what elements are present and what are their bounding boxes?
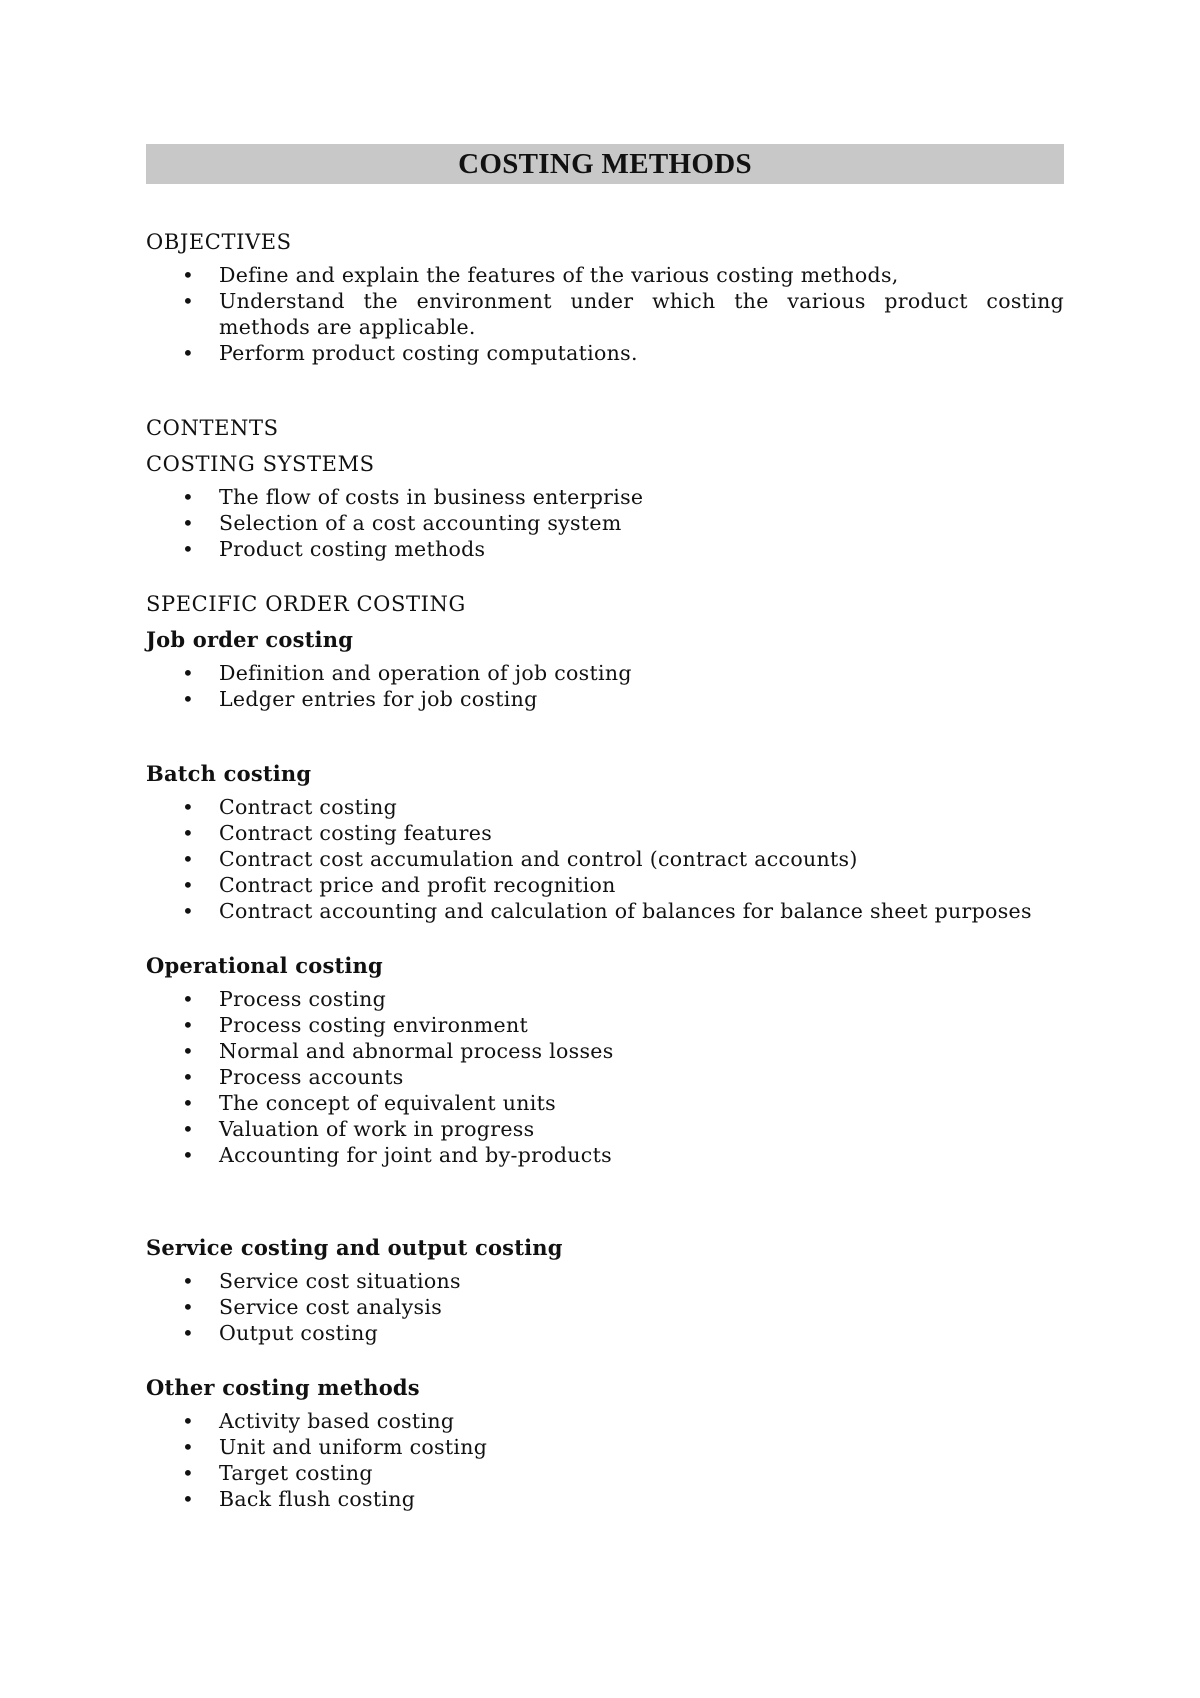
document-body [146, 228, 1064, 1512]
list-item-text: Process costing environment [219, 1013, 529, 1037]
list-item [146, 872, 1064, 898]
list-item [146, 1460, 1064, 1486]
specific-order-heading: SPECIFIC ORDER COSTING [146, 592, 466, 616]
list-item [146, 340, 1064, 366]
list-item [146, 510, 1064, 536]
operational-costing-heading: Operational costing [146, 953, 383, 978]
list-item-text: Process accounts [219, 1065, 404, 1089]
list-item-text: Valuation of work in progress [219, 1117, 535, 1141]
list-item-text: Contract accounting and calculation of balances for balance sheet purposes [219, 899, 1032, 923]
bullet-icon: • [182, 1065, 195, 1089]
bullet-icon: • [182, 263, 195, 287]
bullet-icon: • [182, 1321, 195, 1345]
list-item [146, 986, 1064, 1012]
list-item [146, 1038, 1064, 1064]
bullet-icon: • [182, 899, 195, 923]
list-item [146, 1434, 1064, 1460]
bullet-icon: • [182, 987, 195, 1011]
bullet-icon: • [182, 847, 195, 871]
job-order-heading: Job order costing [146, 627, 354, 652]
list-item [146, 536, 1064, 562]
bullet-icon: • [182, 511, 195, 535]
list-item-text: Contract costing [219, 795, 397, 819]
list-item [146, 1090, 1064, 1116]
list-item [146, 898, 1064, 924]
list-item-text: Product costing methods [219, 537, 486, 561]
bullet-icon: • [182, 485, 195, 509]
list-item [146, 794, 1064, 820]
costing-systems-list [146, 484, 1064, 562]
list-item [146, 1320, 1064, 1346]
list-item-text: Service cost analysis [219, 1295, 443, 1319]
list-item-text: Define and explain the features of the various costing methods, [219, 263, 899, 287]
contents-heading: CONTENTS [146, 416, 279, 440]
bullet-icon: • [182, 1143, 195, 1167]
list-item-text: Understand the environment under which the various product costing methods are applicable. [219, 289, 1064, 339]
list-item-text: Contract price and profit recognition [219, 873, 616, 897]
list-item-text: Back flush costing [219, 1487, 416, 1511]
list-item-text: Output costing [219, 1321, 378, 1345]
list-item-text: Ledger entries for job costing [219, 687, 538, 711]
list-item-text: Perform product costing computations. [219, 341, 638, 365]
bullet-icon: • [182, 1487, 195, 1511]
list-item-text: The concept of equivalent units [219, 1091, 556, 1115]
bullet-icon: • [182, 1435, 195, 1459]
other-costing-list [146, 1408, 1064, 1512]
service-costing-list [146, 1268, 1064, 1346]
bullet-icon: • [182, 1269, 195, 1293]
list-item [146, 686, 1064, 712]
bullet-icon: • [182, 289, 195, 313]
list-item-text: Accounting for joint and by-products [219, 1143, 612, 1167]
bullet-icon: • [182, 1039, 195, 1063]
list-item-text: Contract cost accumulation and control (contract accounts) [219, 847, 858, 871]
objectives-heading: OBJECTIVES [146, 230, 292, 254]
job-order-list [146, 660, 1064, 712]
objectives-list [146, 262, 1064, 366]
list-item [146, 1064, 1064, 1090]
bullet-icon: • [182, 795, 195, 819]
costing-systems-heading: COSTING SYSTEMS [146, 452, 375, 476]
list-item [146, 484, 1064, 510]
bullet-icon: • [182, 537, 195, 561]
service-costing-heading: Service costing and output costing [146, 1235, 563, 1260]
list-item-text: Definition and operation of job costing [219, 661, 632, 685]
list-item-text: Process costing [219, 987, 387, 1011]
list-item [146, 1142, 1064, 1168]
list-item-text: Selection of a cost accounting system [219, 511, 622, 535]
list-item [146, 1116, 1064, 1142]
bullet-icon: • [182, 1091, 195, 1115]
list-item [146, 660, 1064, 686]
list-item-text: Unit and uniform costing [219, 1435, 488, 1459]
list-item [146, 846, 1064, 872]
list-item-text: The flow of costs in business enterprise [219, 485, 644, 509]
list-item [146, 820, 1064, 846]
list-item [146, 288, 1064, 340]
batch-costing-heading: Batch costing [146, 761, 312, 786]
operational-costing-list [146, 986, 1064, 1168]
bullet-icon: • [182, 1117, 195, 1141]
list-item [146, 1268, 1064, 1294]
bullet-icon: • [182, 341, 195, 365]
list-item [146, 1294, 1064, 1320]
page-title: COSTING METHODS [458, 147, 752, 180]
list-item-text: Activity based costing [219, 1409, 455, 1433]
list-item-text: Service cost situations [219, 1269, 461, 1293]
list-item [146, 1012, 1064, 1038]
bullet-icon: • [182, 1295, 195, 1319]
list-item [146, 262, 1064, 288]
list-item [146, 1408, 1064, 1434]
other-costing-heading: Other costing methods [146, 1375, 420, 1400]
bullet-icon: • [182, 1013, 195, 1037]
bullet-icon: • [182, 1461, 195, 1485]
bullet-icon: • [182, 1409, 195, 1433]
list-item [146, 1486, 1064, 1512]
bullet-icon: • [182, 687, 195, 711]
bullet-icon: • [182, 821, 195, 845]
bullet-icon: • [182, 661, 195, 685]
bullet-icon: • [182, 873, 195, 897]
title-banner [146, 144, 1064, 184]
batch-costing-list [146, 794, 1064, 924]
list-item-text: Target costing [219, 1461, 373, 1485]
list-item-text: Normal and abnormal process losses [219, 1039, 614, 1063]
list-item-text: Contract costing features [219, 821, 493, 845]
